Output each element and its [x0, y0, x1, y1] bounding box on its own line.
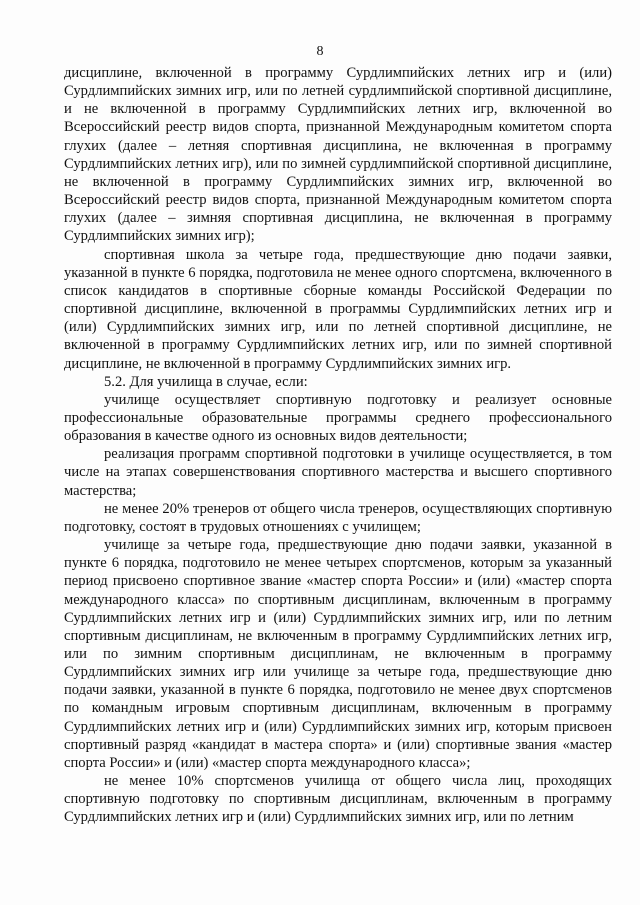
paragraph: училище за четыре года, предшествующие дню подачи заявки, указанной в пункте 6 порядка, подготовило не менее четырех спортсменов, которым за указанный период присвоено спортивное звание «мастер спорта России» и (или) «мастер спорта международного класса» по спортивным дисциплинам, включенным в программу Сурдлимпийских летних игр и (или) Сурдлимпийских зимних игр, или по летним спортивным дисциплинам, не включенным в программу Сурдлимпийских летних игр, или по зимним спортивным дисциплинам, не включенным в программу Сурдлимпийских зимних игр или училище за четыре года, предшествующие дню подачи заявки, указанной в пункте 6 порядка, подготовило не менее двух спортсменов по командным игровым спортивным дисциплинам, включенным в программу Сурдлимпийских летних игр и (или) Сурдлимпийских зимних игр, которым присвоен спортивный разряд «кандидат в мастера спорта» и (или) спортивные звания «мастер спорта России» и (или) «мастер спорта международного класса»; — [64, 537, 612, 771]
paragraph: дисциплине, включенной в программу Сурдлимпийских летних игр и (или) Сурдлимпийских зимних игр, или по летней сурдлимпийской спортивной дисциплине, и не включенной в программу Сурдлимпийских летних игр, включенной во Всероссийский реестр видов спорта, признанной Международным комитетом спорта глухих (далее – летняя спортивная дисциплина, не включенная в программу Сурдлимпийских летних игр), или по зимней сурдлимпийской спортивной дисциплине, не включенной в программу Сурдлимпийских зимних игр, включенной во Всероссийский реестр видов спорта, признанной Международным комитетом спорта глухих (далее – зимняя спортивная дисциплина, не включенная в программу Сурдлимпийских зимних игр); — [64, 65, 612, 245]
paragraph: не менее 20% тренеров от общего числа тренеров, осуществляющих спортивную подготовку, состоят в трудовых отношениях с училищем; — [64, 500, 612, 535]
paragraph: спортивная школа за четыре года, предшествующие дню подачи заявки, указанной в пункте 6 порядка, подготовила не менее одного спортсмена, включенного в список кандидатов в спортивные сборные команды Российской Федерации по спортивной дисциплине, включенной в программы Сурдлимпийских летних игр и (или) Сурдлимпийских зимних игр, или по летней спортивной дисциплине, не включенной в программу Сурдлимпийских летних игр, или по зимней спортивной дисциплине, не включенной в программу Сурдлимпийских зимних игр. — [64, 246, 612, 372]
body-text — [64, 64, 612, 827]
paragraph: училище осуществляет спортивную подготовку и реализует основные профессиональные образовательные программы среднего профессионального образования в качестве одного из основных видов деятельности; — [64, 391, 612, 445]
paragraph: не менее 10% спортсменов училища от общего числа лиц, проходящих спортивную подготовку по спортивным дисциплинам, включенным в программу Сурдлимпийских летних игр и (или) Сурдлимпийских зимних игр, или по летним — [64, 773, 612, 826]
paragraph: реализация программ спортивной подготовки в училище осуществляется, в том числе на этапах совершенствования спортивного мастерства и высшего спортивного мастерства; — [64, 446, 612, 499]
page-number: 8 — [316, 44, 324, 59]
section-heading: 5.2. Для училища в случае, если: — [104, 373, 308, 390]
